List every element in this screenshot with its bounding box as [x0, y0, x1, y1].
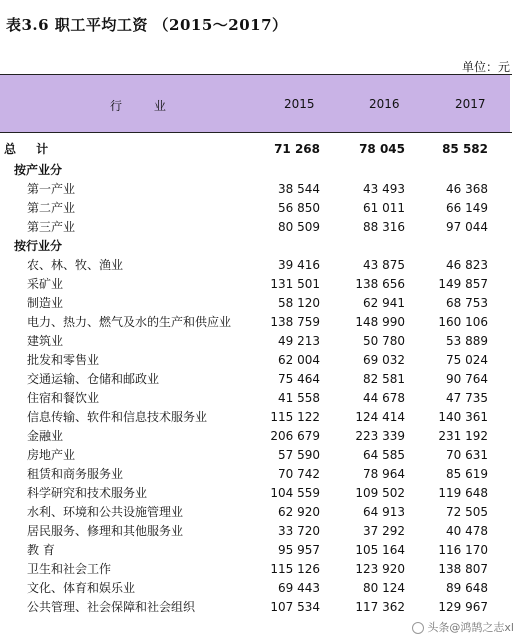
cell-2016: 82 581: [363, 372, 405, 386]
table-row: [0, 256, 512, 275]
row-label: 按产业分: [14, 163, 63, 177]
table-row: [0, 199, 512, 218]
cell-2015: 75 464: [278, 372, 320, 386]
cell-2017: 129 967: [438, 600, 488, 614]
cell-2016: 117 362: [355, 600, 405, 614]
cell-2017: 140 361: [438, 410, 488, 424]
cell-2016: 109 502: [355, 486, 405, 500]
table-header: [0, 75, 510, 132]
table-row: [0, 370, 512, 389]
table-row: [0, 332, 512, 351]
cell-2017: 149 857: [438, 277, 488, 291]
row-label: 电力、热力、燃气及水的生产和供应业: [27, 315, 232, 329]
watermark: [412, 619, 514, 635]
cell-2017: 40 478: [446, 524, 488, 538]
cell-2015: 69 443: [278, 581, 320, 595]
total-row: [0, 140, 512, 161]
table-body: [0, 140, 512, 617]
cell-2017: 160 106: [438, 315, 488, 329]
cell-2016: 69 032: [363, 353, 405, 367]
table-row: [0, 484, 512, 503]
cell-2016: 124 414: [355, 410, 405, 424]
cell-2015: 115 126: [270, 562, 320, 576]
table-row: [0, 389, 512, 408]
row-label: 第三产业: [27, 220, 76, 234]
cell-2017: 97 044: [446, 220, 488, 234]
cell-2016: 43 875: [363, 258, 405, 272]
table-row: [0, 275, 512, 294]
watermark-logo-icon: [412, 622, 424, 634]
table-row: [0, 598, 512, 617]
header-bottom-rule: [0, 132, 512, 133]
cell-2017: 75 024: [446, 353, 488, 367]
cell-2015: 56 850: [278, 201, 320, 215]
cell-2015: 95 957: [278, 543, 320, 557]
cell-2015: 57 590: [278, 448, 320, 462]
row-label: 第二产业: [27, 201, 76, 215]
cell-2015: 71 268: [274, 142, 320, 156]
table-row: [0, 294, 512, 313]
cell-2017: 68 753: [446, 296, 488, 310]
cell-2015: 138 759: [270, 315, 320, 329]
row-label: 制造业: [27, 296, 64, 310]
cell-2015: 39 416: [278, 258, 320, 272]
cell-2016: 80 124: [363, 581, 405, 595]
cell-2017: 70 631: [446, 448, 488, 462]
row-label: 租赁和商务服务业: [27, 467, 124, 481]
row-label: 卫生和社会工作: [27, 562, 112, 576]
section-row: [0, 237, 512, 256]
table-title: 表3.6 职工平均工资 （2015～2017）: [6, 16, 288, 34]
cell-2016: 44 678: [363, 391, 405, 405]
header-industry-label: 行 业: [110, 99, 180, 113]
row-label: 金融业: [27, 429, 64, 443]
cell-2017: 46 368: [446, 182, 488, 196]
row-label: 房地产业: [27, 448, 76, 462]
row-label: 科学研究和技术服务业: [27, 486, 148, 500]
table-row: [0, 313, 512, 332]
row-label: 总 计: [4, 142, 57, 156]
row-label: 教 育: [27, 543, 55, 557]
cell-2016: 37 292: [363, 524, 405, 538]
cell-2015: 62 004: [278, 353, 320, 367]
cell-2016: 138 656: [355, 277, 405, 291]
cell-2017: 47 735: [446, 391, 488, 405]
cell-2015: 104 559: [270, 486, 320, 500]
cell-2016: 64 913: [363, 505, 405, 519]
cell-2015: 62 920: [278, 505, 320, 519]
cell-2017: 53 889: [446, 334, 488, 348]
row-label: 建筑业: [27, 334, 64, 348]
cell-2016: 105 164: [355, 543, 405, 557]
table-row: [0, 579, 512, 598]
table-row: [0, 408, 512, 427]
cell-2016: 78 964: [363, 467, 405, 481]
row-label: 交通运输、仓储和邮政业: [27, 372, 160, 386]
cell-2016: 64 585: [363, 448, 405, 462]
table-row: [0, 427, 512, 446]
row-label: 农、林、牧、渔业: [27, 258, 124, 272]
row-label: 信息传输、软件和信息技术服务业: [27, 410, 208, 424]
table-row: [0, 351, 512, 370]
cell-2017: 90 764: [446, 372, 488, 386]
cell-2015: 49 213: [278, 334, 320, 348]
row-label: 住宿和餐饮业: [27, 391, 100, 405]
cell-2015: 206 679: [270, 429, 320, 443]
row-label: 按行业分: [14, 239, 63, 253]
section-row: [0, 161, 512, 180]
cell-2016: 88 316: [363, 220, 405, 234]
cell-2015: 70 742: [278, 467, 320, 481]
row-label: 文化、体育和娱乐业: [27, 581, 136, 595]
cell-2017: 46 823: [446, 258, 488, 272]
cell-2015: 80 509: [278, 220, 320, 234]
cell-2016: 78 045: [359, 142, 405, 156]
cell-2017: 138 807: [438, 562, 488, 576]
header-year-2016: 2016: [369, 97, 400, 111]
cell-2017: 231 192: [438, 429, 488, 443]
cell-2015: 38 544: [278, 182, 320, 196]
table-row: [0, 503, 512, 522]
table-row: [0, 560, 512, 579]
row-label: 公共管理、社会保障和社会组织: [27, 600, 196, 614]
cell-2017: 85 582: [442, 142, 488, 156]
row-label: 居民服务、修理和其他服务业: [27, 524, 184, 538]
header-year-2015: 2015: [284, 97, 315, 111]
row-label: 采矿业: [27, 277, 64, 291]
cell-2015: 131 501: [270, 277, 320, 291]
cell-2017: 116 170: [438, 543, 488, 557]
cell-2015: 107 534: [270, 600, 320, 614]
cell-2016: 223 339: [355, 429, 405, 443]
cell-2016: 62 941: [363, 296, 405, 310]
table-row: [0, 522, 512, 541]
cell-2017: 72 505: [446, 505, 488, 519]
cell-2015: 115 122: [270, 410, 320, 424]
cell-2017: 89 648: [446, 581, 488, 595]
row-label: 水利、环境和公共设施管理业: [27, 505, 184, 519]
cell-2016: 148 990: [355, 315, 405, 329]
header-year-2017: 2017: [455, 97, 486, 111]
watermark-text: 头条@鸿鹄之志xl: [427, 621, 514, 634]
table-row: [0, 218, 512, 237]
unit-label: 单位：元: [461, 60, 510, 74]
row-label: 批发和零售业: [27, 353, 100, 367]
table-row: [0, 465, 512, 484]
row-label: 第一产业: [27, 182, 76, 196]
cell-2017: 66 149: [446, 201, 488, 215]
cell-2016: 123 920: [355, 562, 405, 576]
cell-2015: 33 720: [278, 524, 320, 538]
cell-2016: 50 780: [363, 334, 405, 348]
cell-2017: 85 619: [446, 467, 488, 481]
table-row: [0, 541, 512, 560]
cell-2016: 61 011: [363, 201, 405, 215]
table-row: [0, 446, 512, 465]
cell-2017: 119 648: [438, 486, 488, 500]
table-row: [0, 180, 512, 199]
cell-2015: 58 120: [278, 296, 320, 310]
cell-2016: 43 493: [363, 182, 405, 196]
cell-2015: 41 558: [278, 391, 320, 405]
